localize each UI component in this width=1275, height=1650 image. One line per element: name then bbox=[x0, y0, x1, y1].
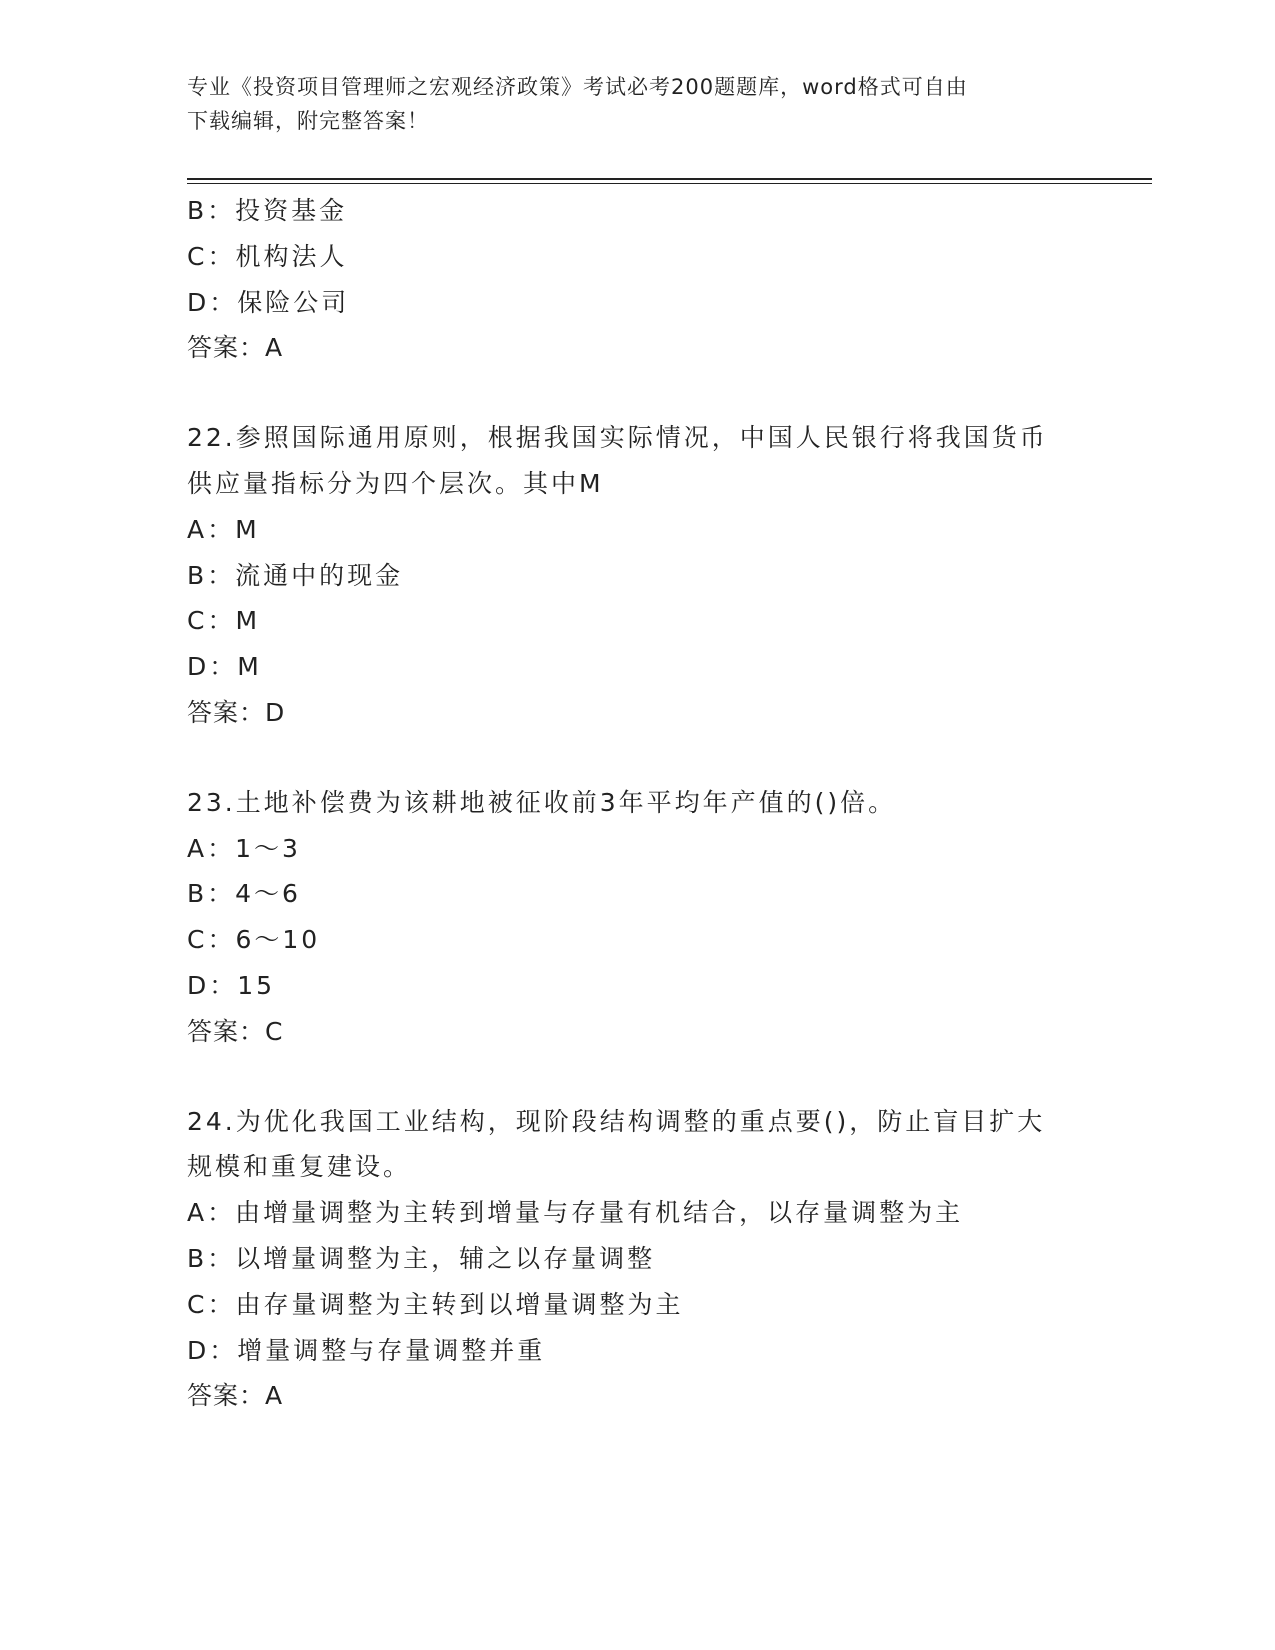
question-stem-line: 22.参照国际通用原则，根据我国实际情况，中国人民银行将我国货币 bbox=[187, 423, 1048, 453]
answer-line: 答案：C bbox=[187, 1016, 284, 1046]
option-d: D：15 bbox=[187, 970, 276, 1000]
spacer bbox=[187, 1055, 1087, 1099]
answer-line: 答案：A bbox=[187, 1381, 284, 1411]
option-b: B：4～6 bbox=[187, 879, 301, 909]
question-block-24 bbox=[187, 1099, 1087, 1420]
spacer bbox=[187, 736, 1087, 780]
question-stem-line: 供应量指标分为四个层次。其中M bbox=[187, 468, 604, 498]
option-c: C：M bbox=[187, 606, 261, 636]
option-c: C：机构法人 bbox=[187, 241, 348, 271]
option-b: B：以增量调整为主，辅之以存量调整 bbox=[187, 1243, 656, 1273]
header-line-2: 下载编辑，附完整答案！ bbox=[187, 109, 429, 133]
question-stem-line: 24.为优化我国工业结构，现阶段结构调整的重点要()，防止盲目扩大 bbox=[187, 1106, 1046, 1136]
question-block-23 bbox=[187, 780, 1087, 1055]
option-b: B：投资基金 bbox=[187, 196, 348, 225]
header-line-1: 专业《投资项目管理师之宏观经济政策》考试必考200题题库，word格式可自由 bbox=[187, 75, 968, 99]
option-a: A：M bbox=[187, 514, 260, 544]
question-block-22 bbox=[187, 415, 1087, 736]
answer-line: 答案：A bbox=[187, 333, 284, 363]
option-a: A：由增量调整为主转到增量与存量有机结合，以存量调整为主 bbox=[187, 1198, 964, 1228]
question-block-21 bbox=[187, 188, 1087, 371]
question-content bbox=[187, 188, 1087, 1419]
option-a: A：1～3 bbox=[187, 833, 301, 863]
question-stem-line: 规模和重复建设。 bbox=[187, 1152, 412, 1182]
option-c: C：由存量调整为主转到以增量调整为主 bbox=[187, 1289, 684, 1319]
header-rule-thin bbox=[187, 183, 1152, 184]
option-d: D：M bbox=[187, 652, 262, 682]
answer-line: 答案：D bbox=[187, 697, 286, 727]
question-stem-line: 23.土地补偿费为该耕地被征收前3年平均年产值的()倍。 bbox=[187, 787, 897, 817]
option-b: B：流通中的现金 bbox=[187, 560, 404, 590]
option-d: D：保险公司 bbox=[187, 287, 350, 317]
option-d: D：增量调整与存量调整并重 bbox=[187, 1335, 546, 1365]
spacer bbox=[187, 371, 1087, 415]
document-header bbox=[187, 70, 1087, 138]
option-c: C：6～10 bbox=[187, 925, 321, 955]
header-rule-thick bbox=[187, 178, 1152, 180]
